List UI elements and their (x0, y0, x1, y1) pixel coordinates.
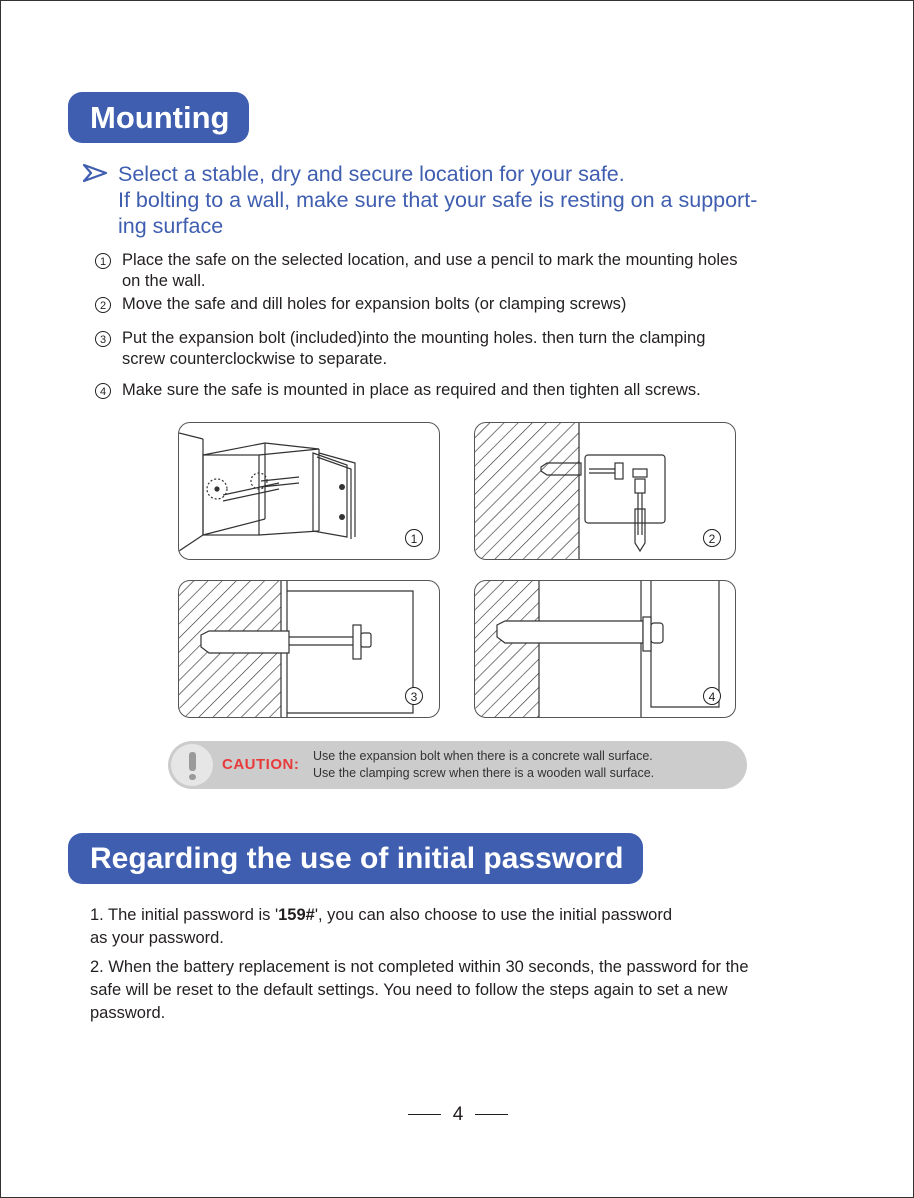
caution-line-2: Use the clamping screw when there is a wooden wall surface. (313, 766, 655, 780)
password-p2-line-1: 2. When the battery replacement is not completed within 30 seconds, the password for the (90, 958, 749, 976)
password-p2-line-2: safe will be reset to the default settings. You need to follow the steps again to set a new (90, 981, 728, 999)
figure-4-tighten (474, 580, 736, 718)
footer-rule-right (475, 1114, 508, 1115)
step-1 (95, 250, 737, 292)
figure-number: 1 (405, 529, 423, 547)
step-text: Put the expansion bolt (included)into the mounting holes. then turn the clamping (122, 329, 706, 347)
step-4 (95, 380, 701, 401)
password-paragraph-2 (90, 956, 850, 1025)
p1-suffix: ', you can also choose to use the initial password (314, 906, 673, 924)
bolt-tighten-illustration (475, 581, 736, 718)
triangle-arrow-icon (82, 163, 108, 183)
mounting-intro (82, 161, 862, 239)
caution-banner (168, 741, 747, 789)
page-footer (1, 1104, 914, 1126)
figure-1-safe-marking (178, 422, 440, 560)
password-p1-line-2: as your password. (90, 929, 224, 947)
bolt-insertion-illustration (179, 581, 440, 718)
initial-password-code: 159# (278, 906, 315, 924)
step-number: 3 (95, 331, 111, 347)
password-p1-line-1 (90, 904, 850, 927)
password-title-text: Regarding the use of initial password (90, 841, 624, 875)
intro-line-1: Select a stable, dry and secure location for your safe. (118, 162, 625, 186)
password-section-title (68, 833, 643, 884)
exclamation-icon (171, 744, 213, 786)
password-paragraph-1 (90, 904, 850, 950)
page-number: 4 (452, 1104, 464, 1125)
step-text-cont: on the wall. (122, 272, 206, 290)
figure-number: 4 (703, 687, 721, 705)
step-2 (95, 294, 626, 315)
step-3 (95, 328, 705, 370)
step-text: Place the safe on the selected location, and use a pencil to mark the mounting holes (122, 251, 738, 269)
mounting-title-text: Mounting (90, 99, 230, 135)
step-text: Make sure the safe is mounted in place as required and then tighten all screws. (122, 381, 701, 399)
step-text: Move the safe and dill holes for expansion bolts (or clamping screws) (122, 295, 627, 313)
caution-label: CAUTION: (222, 756, 300, 773)
figure-number: 2 (703, 529, 721, 547)
step-text-cont: screw counterclockwise to separate. (122, 350, 388, 368)
step-number: 1 (95, 253, 111, 269)
mounting-section-title (68, 92, 249, 143)
safe-illustration (179, 423, 440, 560)
caution-line-1: Use the expansion bolt when there is a concrete wall surface. (313, 749, 653, 763)
figure-2-drill-holes (474, 422, 736, 560)
intro-line-2: If bolting to a wall, make sure that your safe is resting on a support- (118, 188, 758, 212)
p1-prefix: 1. The initial password is ' (90, 906, 279, 924)
step-number: 2 (95, 297, 111, 313)
step-number: 4 (95, 383, 111, 399)
figure-number: 3 (405, 687, 423, 705)
figure-3-insert-bolt (178, 580, 440, 718)
intro-line-3: ing surface (118, 214, 224, 238)
wall-drill-illustration (475, 423, 736, 560)
password-p2-line-3: password. (90, 1004, 166, 1022)
footer-rule-left (408, 1114, 441, 1115)
